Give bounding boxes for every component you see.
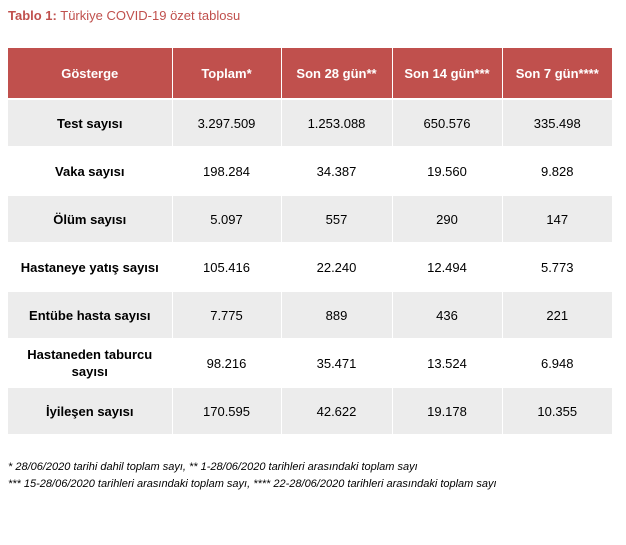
cell-28-days: 42.622 <box>281 387 392 434</box>
row-label: İyileşen sayısı <box>8 387 172 434</box>
covid-summary-table <box>8 48 612 434</box>
cell-28-days: 1.253.088 <box>281 99 392 147</box>
table-row <box>8 387 612 434</box>
row-label: Vaka sayısı <box>8 147 172 195</box>
footnote-line: *** 15-28/06/2020 tarihleri arasındaki toplam sayı, **** 22-28/06/2020 tarihleri arasındaki toplam sayı <box>8 478 497 490</box>
cell-14-days: 650.576 <box>392 99 502 147</box>
cell-7-days: 221 <box>502 291 612 339</box>
cell-total: 5.097 <box>172 195 281 243</box>
cell-total: 98.216 <box>172 339 281 387</box>
cell-7-days: 6.948 <box>502 339 612 387</box>
cell-7-days: 5.773 <box>502 243 612 291</box>
cell-28-days: 34.387 <box>281 147 392 195</box>
header-total: Toplam* <box>172 48 281 99</box>
table-caption <box>8 8 240 23</box>
header-indicator: Gösterge <box>8 48 172 99</box>
table-row <box>8 339 612 387</box>
cell-total: 105.416 <box>172 243 281 291</box>
header-last-7-days: Son 7 gün**** <box>502 48 612 99</box>
table-row <box>8 195 612 243</box>
cell-total: 198.284 <box>172 147 281 195</box>
header-last-14-days: Son 14 gün*** <box>392 48 502 99</box>
row-label: Hastaneye yatış sayısı <box>8 243 172 291</box>
cell-7-days: 335.498 <box>502 99 612 147</box>
cell-14-days: 436 <box>392 291 502 339</box>
cell-7-days: 9.828 <box>502 147 612 195</box>
table-header-row <box>8 48 612 99</box>
cell-28-days: 889 <box>281 291 392 339</box>
caption-label: Tablo 1: <box>8 8 57 23</box>
cell-28-days: 22.240 <box>281 243 392 291</box>
cell-28-days: 557 <box>281 195 392 243</box>
cell-28-days: 35.471 <box>281 339 392 387</box>
caption-text: Türkiye COVID-19 özet tablosu <box>60 8 241 23</box>
cell-14-days: 290 <box>392 195 502 243</box>
row-label: Entübe hasta sayısı <box>8 291 172 339</box>
row-label: Ölüm sayısı <box>8 195 172 243</box>
cell-total: 170.595 <box>172 387 281 434</box>
cell-7-days: 10.355 <box>502 387 612 434</box>
row-label: Hastaneden taburcu sayısı <box>8 339 172 387</box>
cell-total: 7.775 <box>172 291 281 339</box>
table-row <box>8 99 612 147</box>
table-row <box>8 243 612 291</box>
cell-14-days: 19.560 <box>392 147 502 195</box>
table-row <box>8 291 612 339</box>
table-row <box>8 147 612 195</box>
cell-7-days: 147 <box>502 195 612 243</box>
footnote-line: * 28/06/2020 tarihi dahil toplam sayı, ** 1-28/06/2020 tarihleri arasındaki toplam sayı <box>8 461 418 473</box>
cell-total: 3.297.509 <box>172 99 281 147</box>
footnotes <box>8 459 497 493</box>
cell-14-days: 12.494 <box>392 243 502 291</box>
row-label: Test sayısı <box>8 99 172 147</box>
header-last-28-days: Son 28 gün** <box>281 48 392 99</box>
cell-14-days: 19.178 <box>392 387 502 434</box>
cell-14-days: 13.524 <box>392 339 502 387</box>
